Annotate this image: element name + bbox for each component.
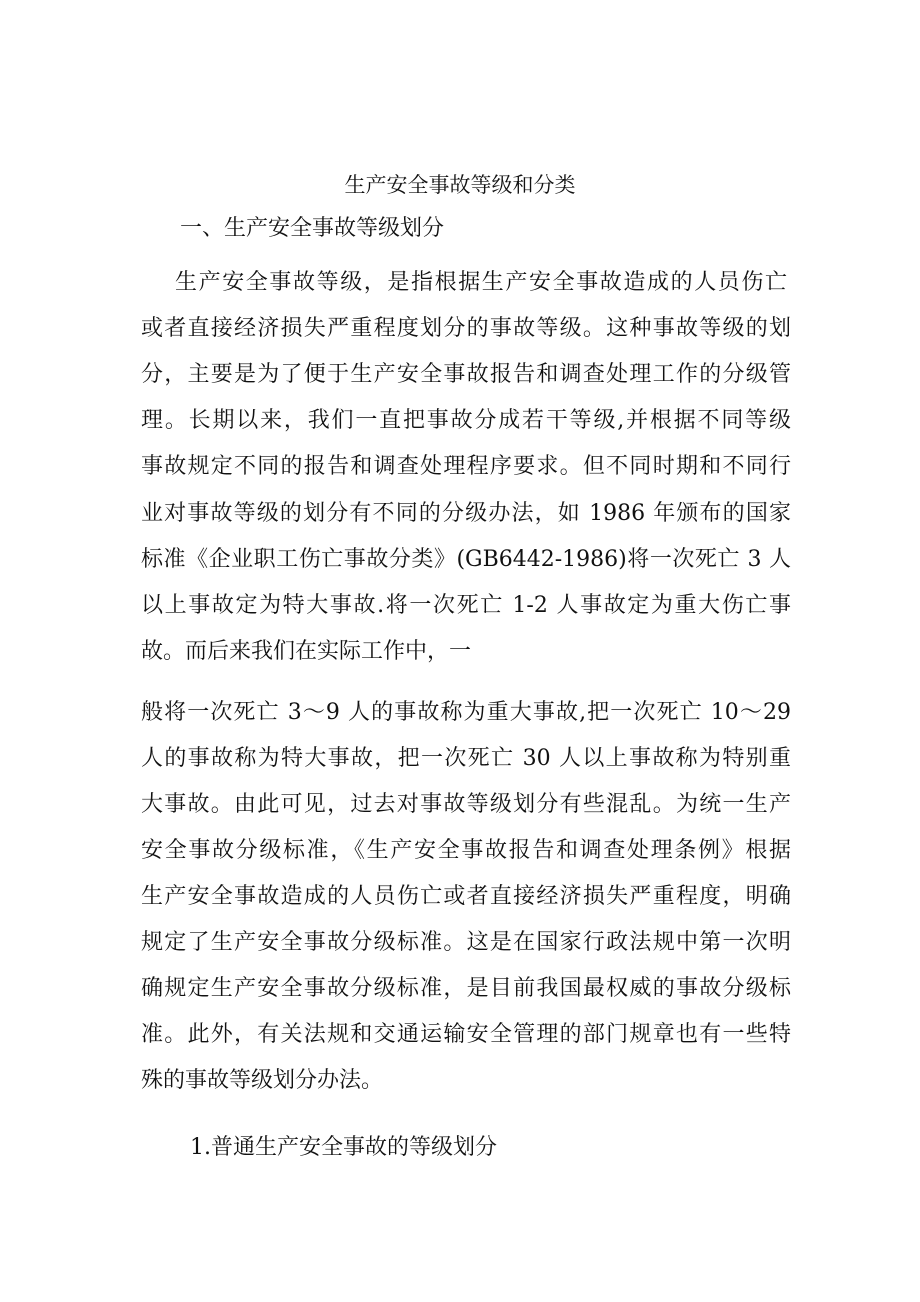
paragraph-line: 理。长期以来，我们一直把事故分成若干等级,并根据不同等级	[141, 408, 791, 433]
paragraph-line: 殊的事故等级划分办法。	[141, 1068, 384, 1093]
paragraph-line: 或者直接经济损失严重程度划分的事故等级。这种事故等级的划	[141, 316, 791, 341]
paragraph-line: 分，主要是为了便于生产安全事故报告和调查处理工作的分级管	[141, 362, 791, 387]
document-title: 生产安全事故等级和分类	[344, 173, 576, 197]
paragraph-line: 规定了生产安全事故分级标准。这是在国家行政法规中第一次明	[141, 930, 791, 955]
paragraph-line: 生产安全事故等级，是指根据生产安全事故造成的人员伤亡	[175, 270, 787, 295]
paragraph-line: 以上事故定为特大事故.将一次死亡 1-2 人事故定为重大伤亡事	[141, 593, 791, 618]
paragraph-line: 准。此外，有关法规和交通运输安全管理的部门规章也有一些特	[141, 1022, 791, 1047]
paragraph-line: 事故规定不同的报告和调查处理程序要求。但不同时期和不同行	[141, 454, 791, 479]
paragraph-line: 人的事故称为特大事故，把一次死亡 30 人以上事故称为特别重	[141, 746, 791, 771]
paragraph-line: 标准《企业职工伤亡事故分类》(GB6442-1986)将一次死亡 3 人	[141, 547, 791, 572]
paragraph-line: 大事故。由此可见，过去对事故等级划分有些混乱。为统一生产	[141, 792, 791, 817]
paragraph-line: 安全事故分级标准，《生产安全事故报告和调查处理条例》根据	[141, 838, 791, 863]
paragraph-line: 业对事故等级的划分有不同的分级办法，如 1986 年颁布的国家	[141, 501, 791, 526]
paragraph-line: 故。而后来我们在实际工作中，一	[141, 639, 472, 664]
paragraph-line: 般将一次死亡 3～9 人的事故称为重大事故,把一次死亡 10～29	[141, 700, 791, 725]
section-heading: 一、生产安全事故等级划分	[180, 216, 445, 241]
subsection-heading: 1.普通生产安全事故的等级划分	[190, 1135, 497, 1160]
paragraph-line: 确规定生产安全事故分级标准，是目前我国最权威的事故分级标	[141, 976, 791, 1001]
paragraph-line: 生产安全事故造成的人员伤亡或者直接经济损失严重程度，明确	[141, 884, 791, 909]
